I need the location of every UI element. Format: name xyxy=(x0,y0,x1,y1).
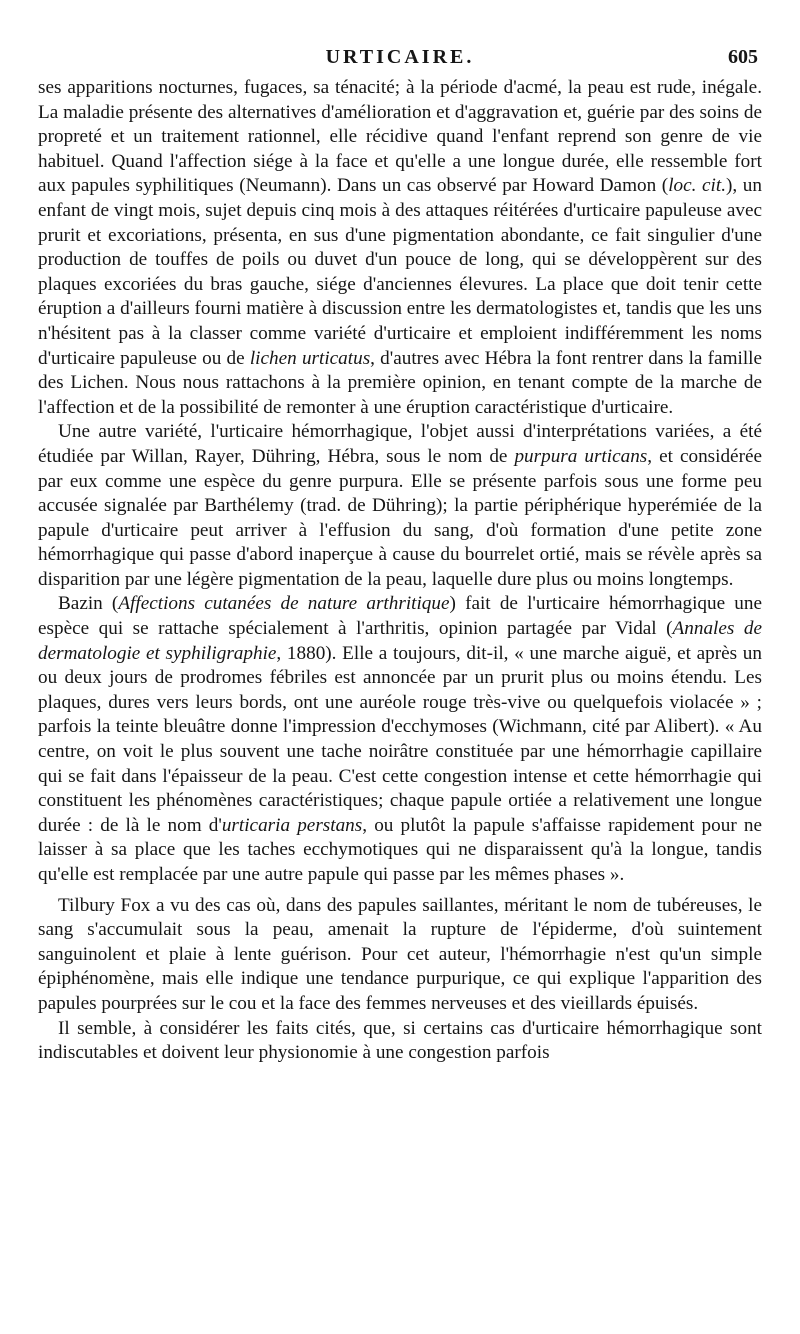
text-run: , ou plutôt la papule s'affaisse rapidement pour ne laisser à sa place que les taches ecchymotiques qui ne disparaissent qu'à la longue, tandis qu'elle est remplacée par une autre papule qui passe par les mêmes phases ». xyxy=(38,814,762,885)
paragraph xyxy=(38,894,762,1017)
paragraph xyxy=(38,420,762,592)
text-run: , d'autres avec Hébra la font rentrer dans la famille des Lichen. Nous nous rattachons à la première opinion, en tenant compte de la marche de l'affection et de la possibilité de remonter à une éruption caractéristique d'urticaire. xyxy=(38,347,762,418)
paragraph xyxy=(38,1017,762,1066)
text-run: , et considérée par eux comme une espèce du genre purpura. Elle se présente parfois sous une forme peu accusée signalée par Barthélemy (trad. de Dühring); la partie périphérique hyperémiée de la papule d'urticaire peut arriver à l'effusion du sang, d'où formation d'une petite zone hémorrhagique qui passe d'abord inaperçue à cause du bourrelet ortié, mais se révèle après sa disparition par une légère pigmentation de la peau, laquelle dure plus ou moins longtemps. xyxy=(38,445,763,590)
italic-run: urticaria perstans xyxy=(221,814,363,836)
running-head xyxy=(38,40,762,76)
text-run: ) fait de l'urticaire hémorrhagique une espèce qui se rattache spécialement à l'arthritis, opinion partagée par Vidal ( xyxy=(38,593,762,640)
text-run: ses apparitions nocturnes, fugaces, sa ténacité; à la période d'acmé, la peau est rude, inégale. La maladie présente des alternatives d'amélioration et d'aggravation et, guérie par des soins de propreté et un traitement rationnel, elle récidive quand l'enfant reprend son genre de vie habituel. Quand l'affection siége à la face et qu'elle a une longue durée, elle ressemble fort aux papules syphilitiques (Neumann). Dans un cas observé par Howard Damon ( xyxy=(38,77,762,197)
italic-run: Affections cutanées de nature arthritique xyxy=(118,593,450,615)
text-run: Bazin ( xyxy=(58,593,119,615)
running-title: URTICAIRE. xyxy=(325,46,475,68)
body-text xyxy=(38,76,762,1066)
text-run: Tilbury Fox a vu des cas où, dans des papules saillantes, méritant le nom de tubéreuses, le sang s'accumulait sous la peau, amenait la rupture de l'épiderme, d'où suintement sanguinolent et plaie à lente guérison. Pour cet auteur, l'hémorrhagie n'est qu'un simple épiphénomène, mais elle indique une tendance purpurique, ce qui explique l'apparition des papules pourprées sur le cou et la face des femmes nerveuses et des vieillards épuisés. xyxy=(38,894,762,1014)
paragraph xyxy=(38,592,762,887)
italic-run: loc. cit. xyxy=(668,175,727,197)
italic-run: purpura urticans xyxy=(514,445,648,467)
page-number: 605 xyxy=(728,46,758,68)
text-run: Il semble, à considérer les faits cités, que, si certains cas d'urticaire hémorrhagique sont indiscutables et doivent leur physionomie à une congestion parfois xyxy=(38,1017,762,1064)
italic-run: lichen urticatus xyxy=(249,347,371,369)
italic-run: Annales de dermatologie et syphiligraphie xyxy=(38,618,762,664)
text-run: ), un enfant de vingt mois, sujet depuis cinq mois à des attaques réitérées d'urticaire papuleuse avec prurit et excoriations, présenta, en sus d'une pigmentation abondante, ce fait singulier d'une production de touffes de poils ou duvet d'un pouce de long, qui se développèrent sur des plaques excoriées du bras gauche, siége d'anciennes élevures. La place que doit tenir cette éruption a d'ailleurs fourni matière à discussion entre les dermatologistes et, tandis que les uns n'hésitent pas à la classer comme variété d'urticaire et emploient indifféremment les noms d'urticaire papuleuse ou de xyxy=(38,175,762,369)
paragraph xyxy=(38,76,762,420)
text-run: , 1880). Elle a toujours, dit-il, « une marche aiguë, et après un ou deux jours de prodromes fébriles est annoncée par un prurit plus ou moins étendu. Les plaques, dures vers leurs bords, ont une auréole rouge très-vive ou quelquefois violacée » ; parfois la teinte bleuâtre donne l'impression d'ecchymoses (Wichmann, cité par Alibert). « Au centre, on voit le plus souvent une tache noirâtre constituée par une hémorrhagie capillaire qui se fait dans l'épaisseur de la peau. C'est cette congestion intense et cette hémorrhagie qui constituent les phénomènes caractéristiques; chaque papule ortiée a relativement une longue durée : de là le nom d' xyxy=(38,642,762,836)
text-run: Une autre variété, l'urticaire hémorrhagique, l'objet aussi d'interprétations variées, a été étudiée par Willan, Rayer, Dühring, Hébra, sous le nom de xyxy=(38,421,762,467)
